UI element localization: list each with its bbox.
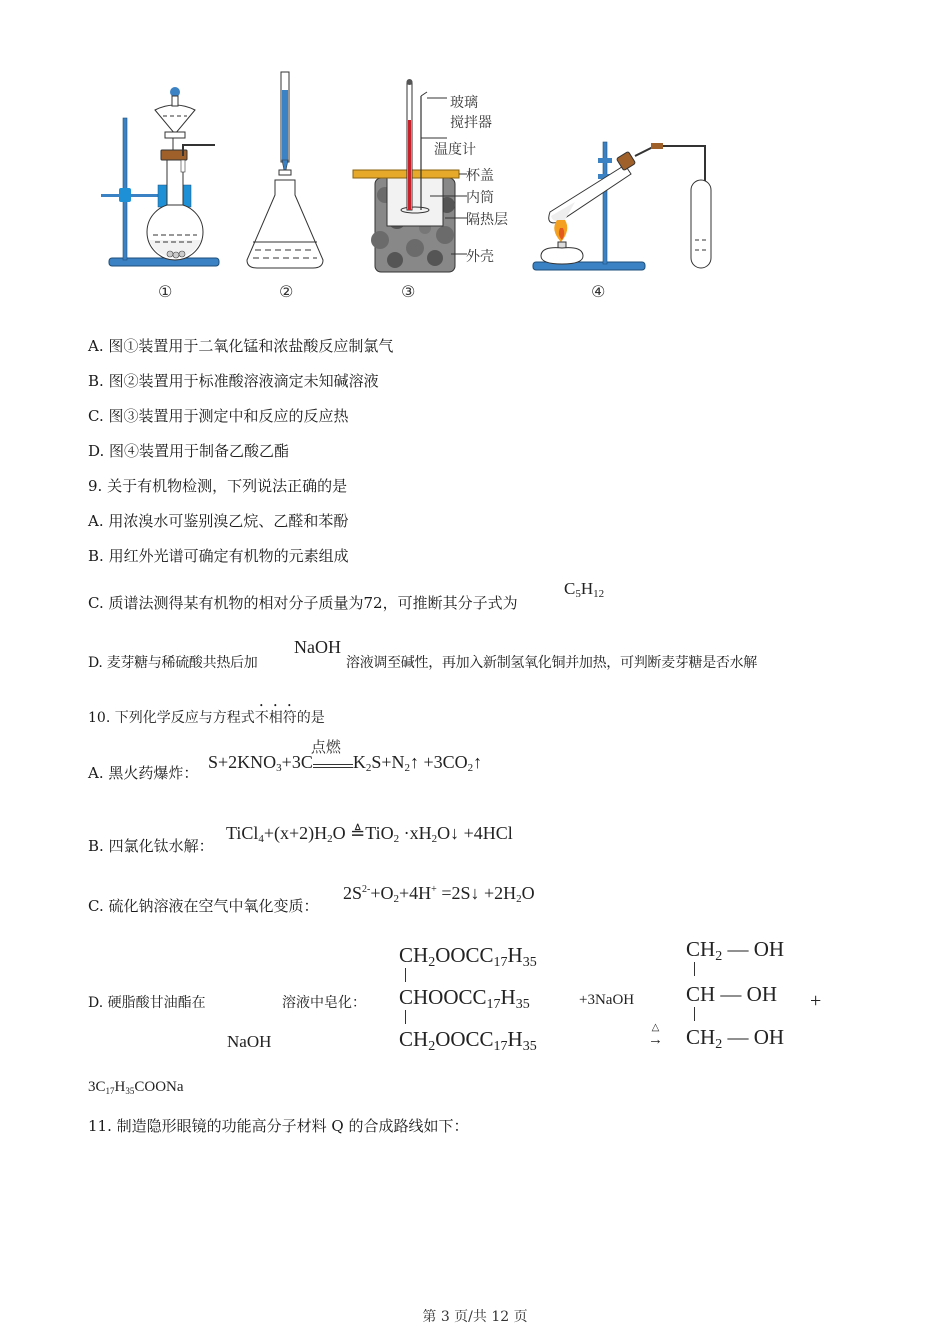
q10-option-a: A. 黑火药爆炸： (88, 764, 199, 782)
figure-label-3: ③ (401, 282, 416, 301)
bond (405, 968, 406, 982)
q9-option-d: D. 麦芽糖与稀硫酸共热后加 (88, 655, 258, 671)
equation-ticl4-hydrolysis: $TiCl_4+(x+2)H_2O$ ≜TiO$_2$ $\cdot xH_2O↓ +4HCl$ (226, 823, 513, 845)
q9-option-c: C. 质谱法测得某有机物的相对分子质量为72，可推断其分子式为 (88, 594, 518, 612)
figure-label-4: ④ (591, 282, 606, 301)
callout-lid: 杯盖 (466, 168, 494, 184)
bond (405, 1010, 406, 1024)
callout-stirrer: 搅拌器 (450, 115, 492, 131)
q11-stem: 11. 制造隐形眼镜的功能高分子材料 Q 的合成路线如下： (88, 1117, 469, 1135)
product-line-1: $CH_2$ — OH (686, 937, 785, 964)
bond (694, 1007, 695, 1021)
figure-label-1: ① (158, 282, 173, 301)
product-line-3: $CH_2$ — OH (686, 1025, 785, 1052)
callout-thermometer: 温度计 (434, 142, 476, 158)
reactant-line-1: $CH_2OOCC_{17}H_{35}$ (399, 943, 537, 970)
q9-stem: 9. 关于有机物检测，下列说法正确的是 (88, 477, 348, 495)
product-line-2: CH — OH (686, 982, 778, 1006)
q8-option-b: B. 图②装置用于标准酸溶液滴定未知碱溶液 (88, 372, 379, 390)
q9-option-b: B. 用红外光谱可确定有机物的元素组成 (88, 547, 349, 565)
formula-c5h12: $C_5H_{12}$ (564, 579, 605, 600)
q8-option-d: D. 图④装置用于制备乙酸乙酯 (88, 442, 290, 460)
figure-1-chlorine-apparatus (101, 87, 219, 266)
page-footer: 第 3 页/共 12 页 (422, 1309, 528, 1325)
apparatus-figures (95, 70, 735, 280)
q10-stem: 10. 下列化学反应与方程式不相符的是 (88, 710, 325, 726)
plus-sign: + (810, 990, 822, 1012)
callout-outer-shell: 外壳 (466, 249, 494, 265)
callout-inner-cup: 内筒 (466, 190, 494, 206)
q8-option-c: C. 图③装置用于测定中和反应的反应热 (88, 407, 349, 425)
emphasis-text: 不相符 (254, 710, 297, 726)
q8-option-a: A. 图①装置用于二氧化锰和浓盐酸反应制氯气 (88, 337, 394, 355)
reactant-line-2: $CHOOCC_{17}H_{35}$ (399, 985, 530, 1012)
plus-3naoh: +3NaOH (579, 992, 635, 1008)
q10-option-d: D. 硬脂酸甘油酯在 (88, 995, 206, 1011)
q10-option-c: C. 硫化钠溶液在空气中氧化变质： (88, 897, 319, 915)
condition-ignite: 点燃 (310, 738, 341, 756)
q10-option-d-continued: 溶液中皂化： (282, 995, 366, 1011)
reagent-naoh-d: NaOH (227, 1032, 272, 1051)
callout-glass: 玻璃 (450, 95, 478, 111)
figure-2-titration-apparatus (247, 72, 323, 268)
q9-option-d-continued: 溶液调至碱性，再加入新制氢氧化铜并加热，可判断麦芽糖是否水解 (346, 655, 757, 671)
q10-option-b: B. 四氯化钛水解： (88, 837, 214, 855)
heat-arrow: △ → (648, 1022, 663, 1048)
equation-gunpowder: $S+2KNO_3+3C$ 点燃 $K_2S+N_2↑$ $+3CO_2↑$ (208, 738, 483, 774)
reactant-line-3: $CH_2OOCC_{17}H_{35}$ (399, 1027, 537, 1054)
byproduct-soap: $3C_{17}H_{35}COONa$ (88, 1079, 184, 1096)
q9-option-a: A. 用浓溴水可鉴别溴乙烷、乙醛和苯酚 (88, 512, 349, 530)
reagent-naoh: NaOH (294, 637, 341, 657)
equation-sulfide-oxidation: $2S^{2-}+O_2+4H^+$ =2S↓ $+2H_2O$ (343, 883, 535, 905)
bond (694, 962, 695, 976)
callout-insulation: 隔热层 (466, 212, 508, 228)
figure-label-2: ② (279, 282, 294, 301)
figure-4-ester-apparatus (533, 142, 711, 270)
